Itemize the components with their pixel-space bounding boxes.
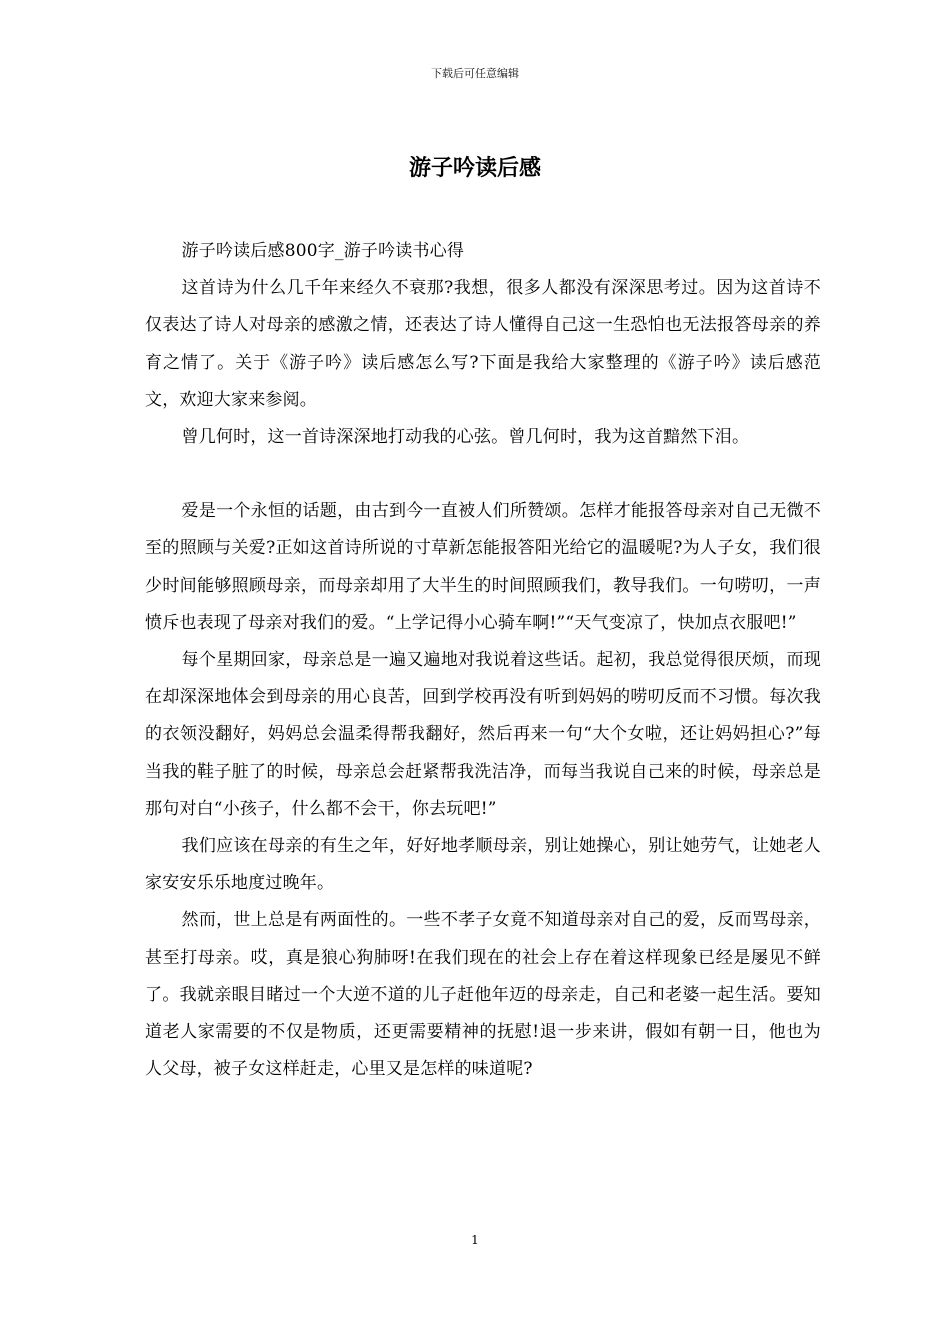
blank-line	[145, 456, 821, 493]
paragraph: 每个星期回家，母亲总是一遍又遍地对我说着这些话。起初，我总觉得很厌烦，而现在却深深地体会到母亲的用心良苦，回到学校再没有听到妈妈的唠叨反而不习惯。每次我的衣领没翻好，妈妈总会温柔得帮我翻好，然后再来一句“大个女啦，还让妈妈担心?”每当我的鞋子脏了的时候，母亲总会赶紧帮我洗洁净，而每当我说自己来的时候，母亲总是那句对白“小孩子，什么都不会干，你去玩吧!”	[145, 650, 821, 819]
document-body	[145, 233, 821, 1088]
paragraph: 这首诗为什么几千年来经久不衰那?我想，很多人都没有深深思考过。因为这首诗不仅表达了诗人对母亲的感激之情，还表达了诗人懂得自己这一生恐怕也无法报答母亲的养育之情了。关于《游子吟》读后感怎么写?下面是我给大家整理的《游子吟》读后感范文，欢迎大家来参阅。	[145, 278, 821, 410]
header-note: 下载后可任意编辑	[431, 67, 519, 80]
page-number: 1	[471, 1233, 479, 1247]
paragraph: 然而，世上总是有两面性的。一些不孝子女竟不知道母亲对自己的爱，反而骂母亲，甚至打母亲。哎，真是狼心狗肺呀!在我们现在的社会上存在着这样现象已经是屡见不鲜了。我就亲眼目睹过一个大逆不道的儿子赶他年迈的母亲走，自己和老婆一起生活。要知道老人家需要的不仅是物质，还更需要精神的抚慰!退一步来讲，假如有朝一日，他也为人父母，被子女这样赶走，心里又是怎样的味道呢?	[145, 910, 821, 1080]
paragraph: 曾几何时，这一首诗深深地打动我的心弦。曾几何时，我为这首黯然下泪。	[181, 427, 750, 448]
paragraph-subtitle: 游子吟读后感800字_游子吟读书心得	[181, 241, 465, 261]
document-title: 游子吟读后感	[408, 155, 541, 181]
paragraph: 我们应该在母亲的有生之年，好好地孝顺母亲，别让她操心，别让她劳气，让她老人家安安乐乐地度过晚年。	[145, 836, 821, 894]
paragraph: 爱是一个永恒的话题，由古到今一直被人们所赞颂。怎样才能报答母亲对自己无微不至的照顾与关爱?正如这首诗所说的寸草新怎能报答阳光给它的温暖呢?为人子女，我们很少时间能够照顾母亲，而母亲却用了大半生的时间照顾我们，教导我们。一句唠叨，一声愤斥也表现了母亲对我们的爱。“上学记得小心骑车啊!”“天气变凉了，快加点衣服吧!”	[145, 501, 821, 633]
